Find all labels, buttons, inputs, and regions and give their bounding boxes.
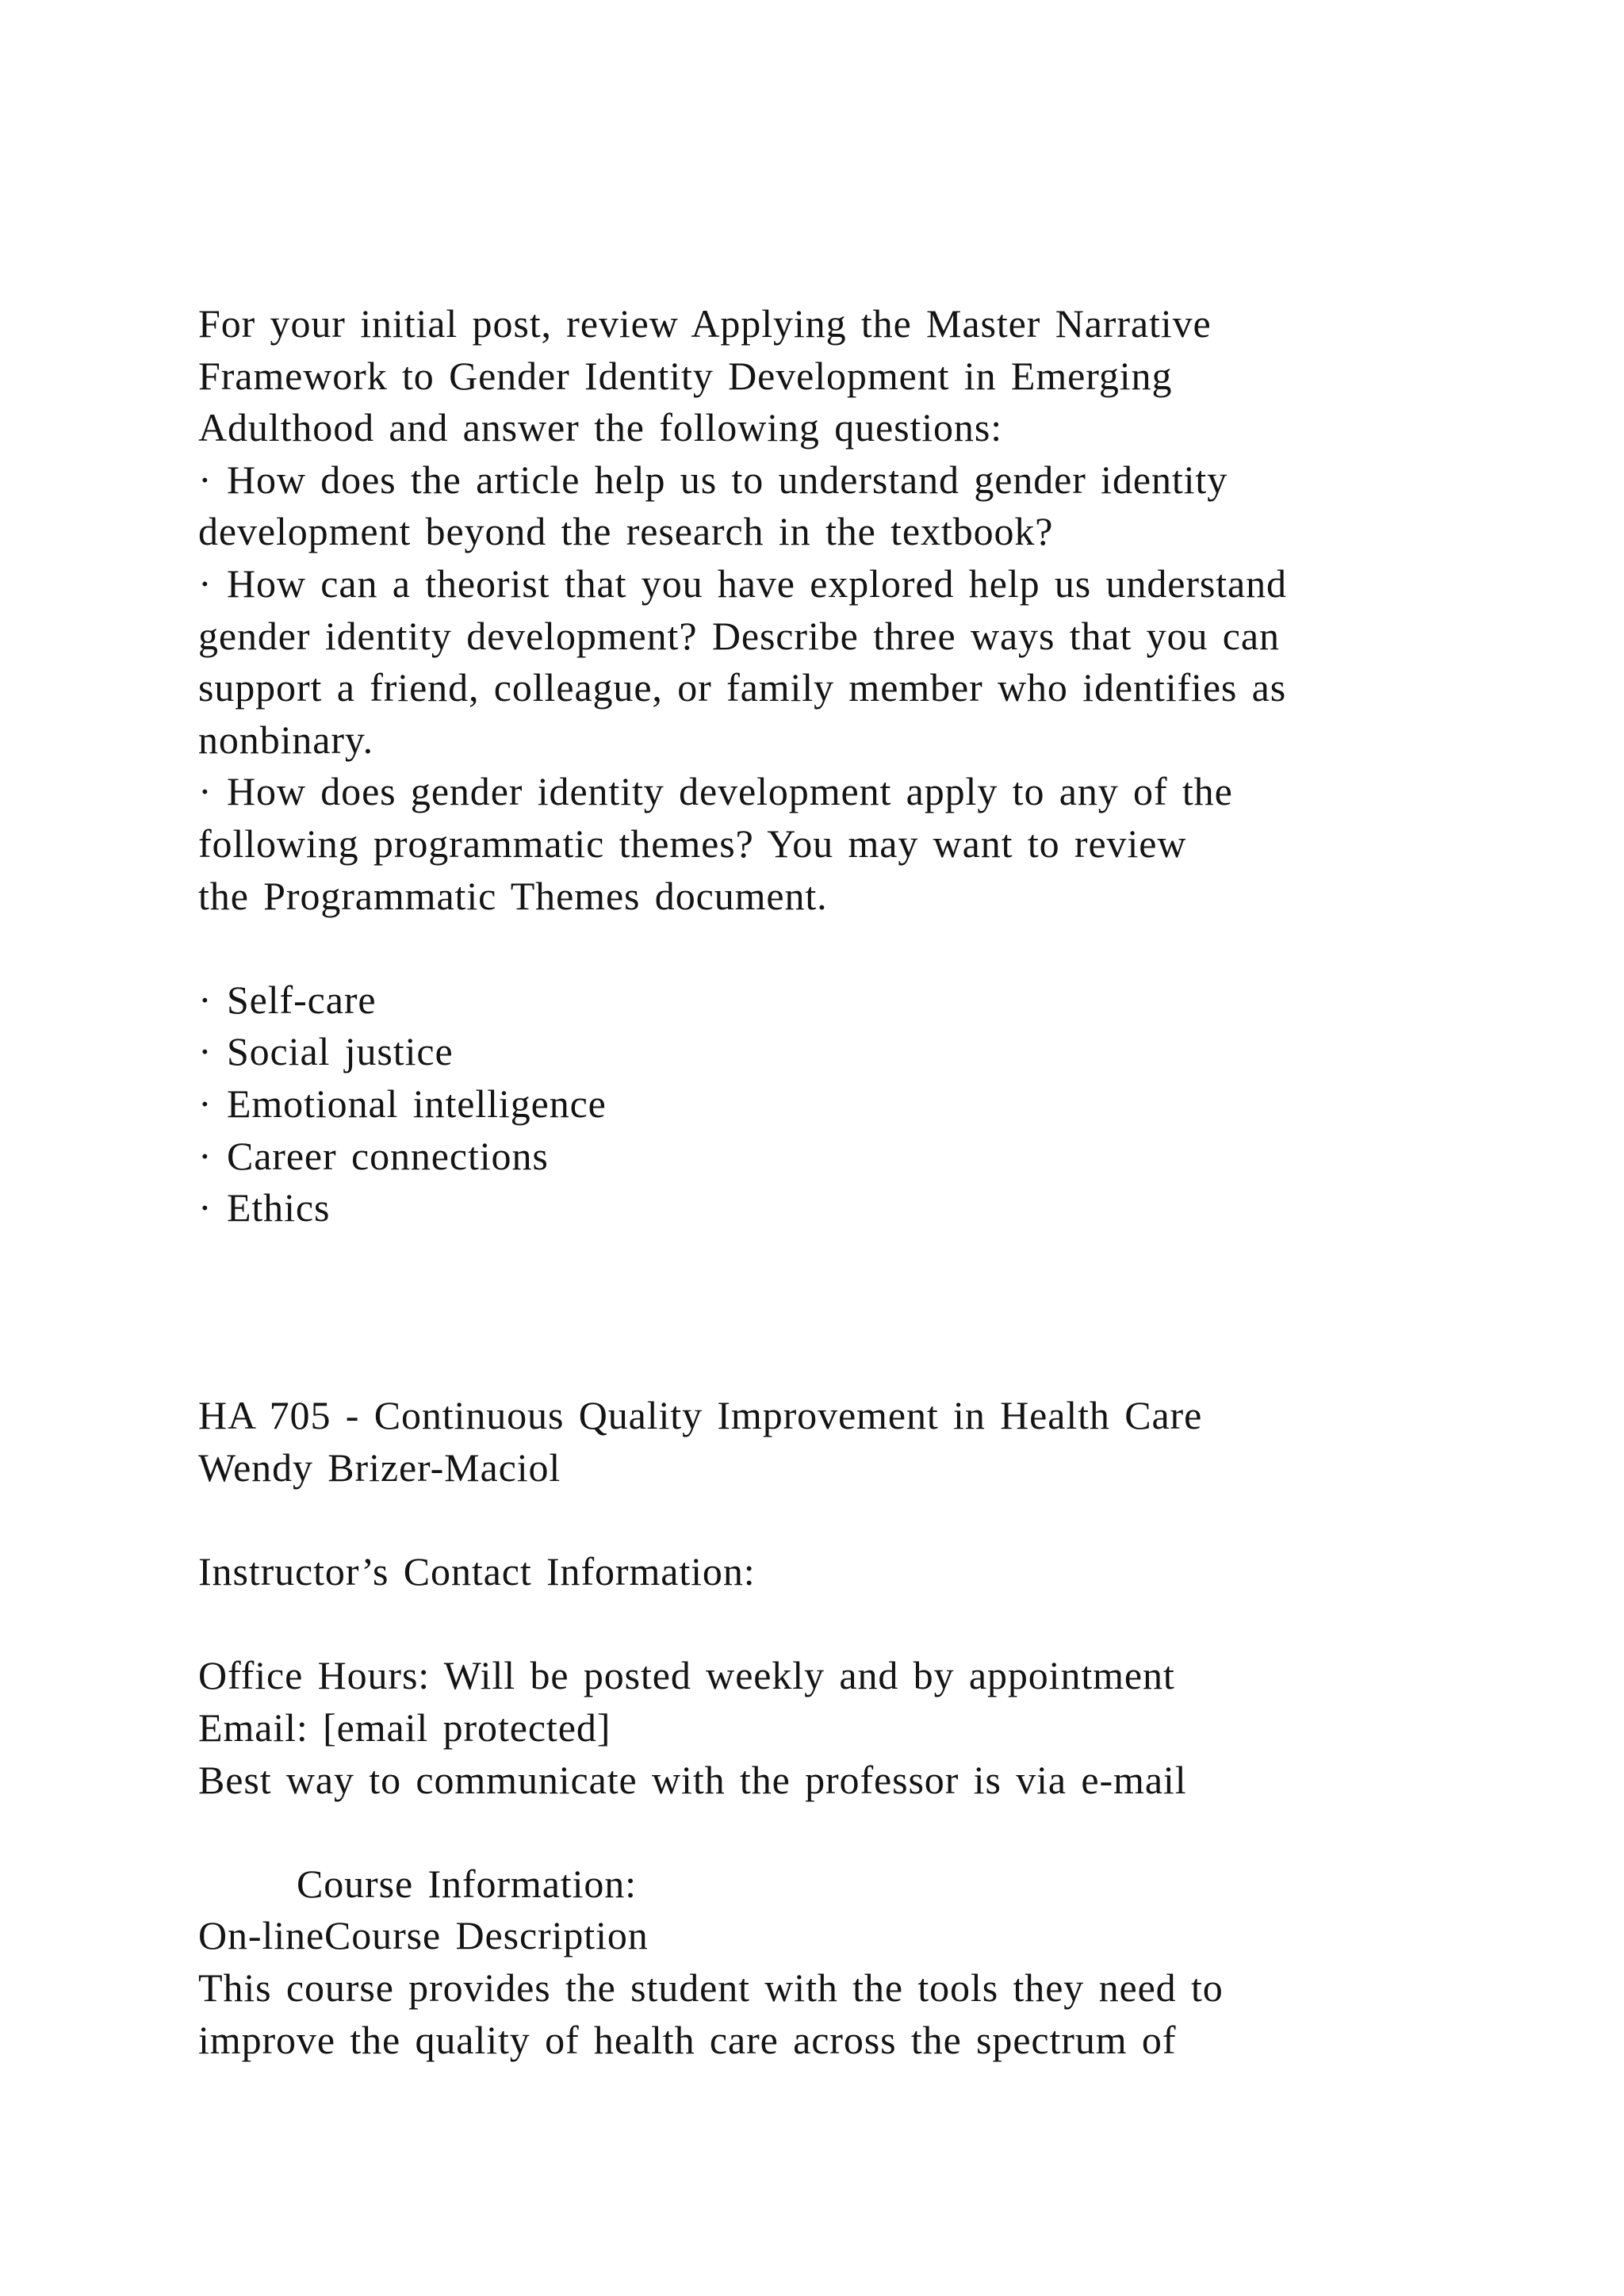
course-title: HA 705 - Continuous Quality Improvement in Health Care bbox=[198, 1393, 1203, 1438]
theme-item: · Social justice bbox=[198, 1029, 454, 1074]
instructor-name: Wendy Brizer-Maciol bbox=[198, 1445, 561, 1490]
theme-item: · Career connections bbox=[198, 1133, 549, 1178]
theme-item: · Self-care bbox=[198, 977, 377, 1022]
intro-line: Framework to Gender Identity Development in Emerging bbox=[198, 353, 1173, 398]
question-2-line: gender identity development? Describe three ways that you can bbox=[198, 613, 1280, 658]
office-hours: Office Hours: Will be posted weekly and by appointment bbox=[198, 1653, 1175, 1698]
intro-line: Adulthood and answer the following questions: bbox=[198, 405, 1002, 450]
course-description-heading: On-lineCourse Description bbox=[198, 1913, 649, 1958]
course-description-line: This course provides the student with the tools they need to bbox=[198, 1965, 1224, 2010]
question-1-line: · How does the article help us to understand gender identity bbox=[198, 457, 1228, 502]
blank-line bbox=[198, 1338, 1499, 1391]
document-text bbox=[198, 298, 1499, 2066]
course-info-heading: Course Information: bbox=[297, 1861, 637, 1906]
question-2-line: nonbinary. bbox=[198, 717, 373, 762]
contact-heading: Instructor’s Contact Information: bbox=[198, 1549, 756, 1594]
blank-line bbox=[198, 1806, 1499, 1858]
question-1-line: development beyond the research in the textbook? bbox=[198, 509, 1054, 554]
question-2-line: · How can a theorist that you have explored help us understand bbox=[198, 561, 1287, 606]
blank-line bbox=[198, 922, 1499, 974]
blank-line bbox=[198, 1494, 1499, 1547]
question-3-line: the Programmatic Themes document. bbox=[198, 873, 828, 918]
email-line: Email: [email protected] bbox=[198, 1705, 611, 1751]
intro-line: For your initial post, review Applying the Master Narrative bbox=[198, 301, 1212, 346]
blank-line bbox=[198, 1286, 1499, 1338]
question-3-line: · How does gender identity development apply to any of the bbox=[198, 769, 1233, 814]
theme-item: · Emotional intelligence bbox=[198, 1081, 607, 1126]
question-2-line: support a friend, colleague, or family member who identifies as bbox=[198, 665, 1287, 710]
course-description-line: improve the quality of health care across the spectrum of bbox=[198, 2017, 1177, 2062]
blank-line bbox=[198, 1234, 1499, 1287]
question-3-line: following programmatic themes? You may want to review bbox=[198, 821, 1187, 866]
blank-line bbox=[198, 1598, 1499, 1651]
communication-note: Best way to communicate with the professor is via e-mail bbox=[198, 1757, 1187, 1802]
theme-item: · Ethics bbox=[198, 1185, 331, 1230]
